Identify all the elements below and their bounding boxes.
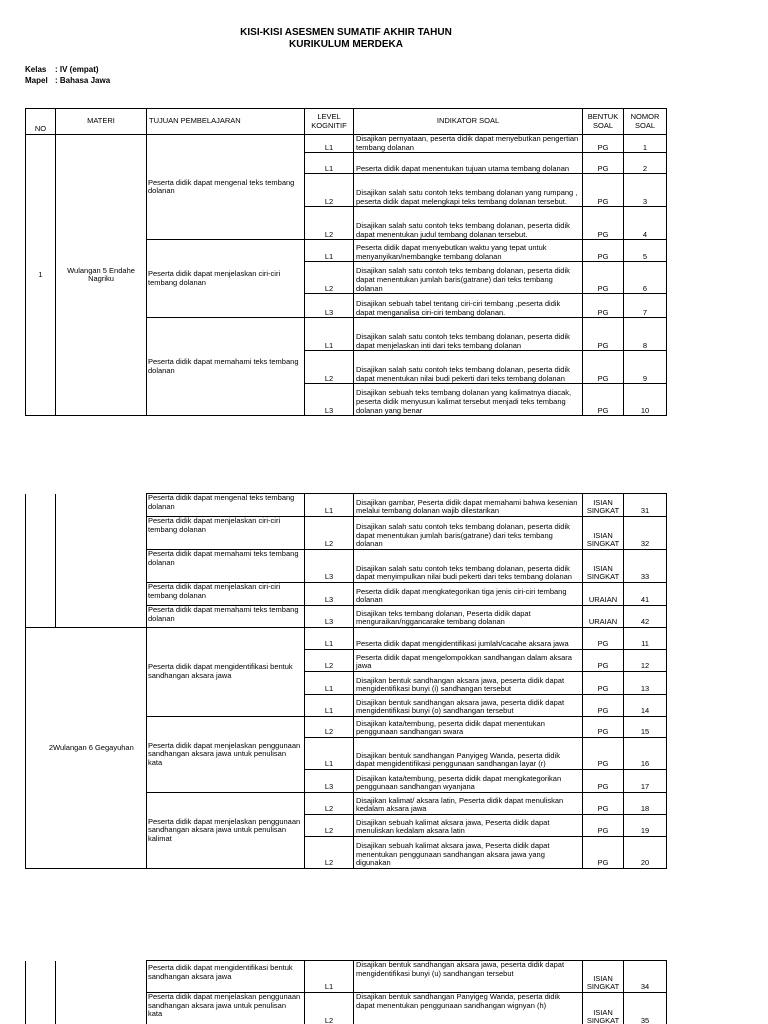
row-level: L1 <box>305 628 354 650</box>
row-level: L3 <box>305 384 354 416</box>
row-bentuk: PG <box>583 351 624 384</box>
row-indikator: Disajikan bentuk sandhangan aksara jawa, peserta didik dapat mengidentifikasi bunyi (u) sandhangan tersebut <box>354 961 583 993</box>
row-indikator: Disajikan bentuk sandhangan Panyigeg Wanda, peserta didik dapat mengidentifikasi penggunaan sandhangan layar (r) <box>354 738 583 770</box>
row-tujuan: Peserta didik dapat mengidentifikasi bentuk sandhangan aksara jawa <box>147 961 305 993</box>
row-no-continued <box>26 494 56 628</box>
row-no-materi <box>26 628 147 869</box>
row-nomor: 31 <box>624 494 667 517</box>
row-indikator: Disajikan bentuk sandhangan aksara jawa, peserta didik dapat mengidentifikasi bunyi (o) sandhangan tersebut <box>354 695 583 717</box>
table-row <box>26 494 667 517</box>
row-nomor: 6 <box>624 262 667 294</box>
row-bentuk: PG <box>583 672 624 695</box>
row-indikator: Disajikan sebuah tabel tentang ciri-ciri tembang ,peserta didik dapat menganalisa ciri-ciri tembang dolanan. <box>354 294 583 318</box>
row-tujuan: Peserta didik dapat memahami teks tembang dolanan <box>147 550 305 583</box>
row-level: L3 <box>305 770 354 793</box>
row-no: 2 <box>48 742 53 752</box>
col-tujuan: TUJUAN PEMBELAJARAN <box>147 109 305 135</box>
row-materi-continued <box>56 961 147 1024</box>
row-bentuk: PG <box>583 815 624 837</box>
row-bentuk: PG <box>583 650 624 672</box>
row-level: L2 <box>305 993 354 1024</box>
table-row <box>26 961 667 993</box>
header-row <box>26 109 667 135</box>
title-line-2: KURIKULUM MERDEKA <box>289 39 403 50</box>
row-bentuk: ISIAN SINGKAT <box>583 993 624 1024</box>
kelas-label: Kelas <box>25 65 47 74</box>
col-no: NO <box>26 109 56 135</box>
row-nomor: 19 <box>624 815 667 837</box>
row-nomor: 41 <box>624 583 667 606</box>
row-indikator: Disajikan kata/tembung, peserta didik dapat menentukan penggunaan sandhangan swara <box>354 717 583 738</box>
row-nomor: 16 <box>624 738 667 770</box>
row-indikator: Peserta didik dapat menyebutkan waktu yang tepat untuk menyanyikan/nembangke tembang dolanan <box>354 240 583 262</box>
row-indikator: Disajikan sebuah kalimat aksara jawa, Peserta didik dapat menentukan penggunaan sandhangan aksara jawa yang digunakan <box>354 837 583 869</box>
kisi-table-page-1 <box>25 108 667 416</box>
row-tujuan: Peserta didik dapat menjelaskan penggunaan sandhangan aksara jawa untuk penulisan kata <box>147 993 305 1024</box>
row-indikator: Disajikan salah satu contoh teks tembang dolanan, peserta didik dapat menyimpulkan nilai budi pekerti dari teks tembang dolanan <box>354 550 583 583</box>
row-level: L3 <box>305 606 354 628</box>
row-nomor: 33 <box>624 550 667 583</box>
row-indikator: Disajikan bentuk sandhangan aksara jawa, peserta didik dapat mengidentifikasi bunyi (i) sandhangan tersebut <box>354 672 583 695</box>
kisi-table-page-3 <box>25 960 667 1024</box>
row-level: L1 <box>305 672 354 695</box>
row-indikator: Disajikan kalimat/ aksara latin, Peserta didik dapat menuliskan kedalam aksara jawa <box>354 793 583 815</box>
table-row <box>26 135 667 153</box>
row-indikator: Disajikan pernyataan, peserta didik dapat menyebutkan pengertian tembang dolanan <box>354 135 583 153</box>
row-level: L3 <box>305 583 354 606</box>
row-nomor: 35 <box>624 993 667 1024</box>
row-materi: Wulangan 5 Endahe Nagriku <box>56 135 147 416</box>
row-tujuan: Peserta didik dapat menjelaskan ciri-ciri tembang dolanan <box>147 240 305 318</box>
row-level: L2 <box>305 174 354 207</box>
row-bentuk: PG <box>583 793 624 815</box>
row-bentuk: PG <box>583 738 624 770</box>
row-level: L1 <box>305 695 354 717</box>
row-indikator: Disajikan kata/tembung, peserta didik dapat mengkategorikan penggunaan sandhangan wyanjana <box>354 770 583 793</box>
document-title <box>0 27 692 51</box>
row-nomor: 9 <box>624 351 667 384</box>
row-indikator: Peserta didik dapat mengkategorikan tiga jenis ciri-ciri tembang dolanan <box>354 583 583 606</box>
row-bentuk: PG <box>583 318 624 351</box>
row-level: L3 <box>305 550 354 583</box>
row-tujuan: Peserta didik dapat mengenal teks tembang dolanan <box>147 135 305 240</box>
row-nomor: 13 <box>624 672 667 695</box>
row-tujuan: Peserta didik dapat memahami teks tembang dolanan <box>147 606 305 628</box>
row-nomor: 10 <box>624 384 667 416</box>
row-tujuan: Peserta didik dapat menjelaskan penggunaan sandhangan aksara jawa untuk penulisan kata <box>147 717 305 793</box>
row-bentuk: PG <box>583 262 624 294</box>
row-nomor: 18 <box>624 793 667 815</box>
row-indikator: Peserta didik dapat mengelompokkan sandhangan dalam aksara jawa <box>354 650 583 672</box>
row-level: L1 <box>305 240 354 262</box>
row-bentuk: PG <box>583 628 624 650</box>
row-level: L2 <box>305 837 354 869</box>
row-bentuk: PG <box>583 837 624 869</box>
row-level: L2 <box>305 815 354 837</box>
row-indikator: Peserta didik dapat mengidentifikasi jumlah/cacahe aksara jawa <box>354 628 583 650</box>
row-nomor: 34 <box>624 961 667 993</box>
row-level: L2 <box>305 717 354 738</box>
row-bentuk: PG <box>583 135 624 153</box>
row-bentuk: PG <box>583 153 624 174</box>
row-nomor: 7 <box>624 294 667 318</box>
table-row <box>26 628 667 650</box>
row-tujuan: Peserta didik dapat mengidentifikasi bentuk sandhangan aksara jawa <box>147 628 305 717</box>
row-tujuan: Peserta didik dapat menjelaskan ciri-ciri tembang dolanan <box>147 517 305 550</box>
row-bentuk: PG <box>583 294 624 318</box>
row-nomor: 12 <box>624 650 667 672</box>
row-bentuk: URAIAN <box>583 583 624 606</box>
row-nomor: 14 <box>624 695 667 717</box>
row-level: L2 <box>305 351 354 384</box>
row-indikator: Disajikan salah satu contoh teks tembang dolanan, peserta didik dapat menentukan judul tembang dolanan tersebut. <box>354 207 583 240</box>
row-materi-continued <box>56 494 147 628</box>
row-nomor: 5 <box>624 240 667 262</box>
row-bentuk: PG <box>583 384 624 416</box>
row-indikator: Disajikan gambar, Peserta didik dapat memahami bahwa kesenian melalui tembang dolanan wajib dilestarikan <box>354 494 583 517</box>
row-nomor: 2 <box>624 153 667 174</box>
row-bentuk: ISIAN SINGKAT <box>583 494 624 517</box>
row-nomor: 15 <box>624 717 667 738</box>
row-tujuan: Peserta didik dapat mengenal teks tembang dolanan <box>147 494 305 517</box>
row-bentuk: ISIAN SINGKAT <box>583 961 624 993</box>
row-bentuk: PG <box>583 770 624 793</box>
mapel-line <box>25 76 110 86</box>
row-level: L2 <box>305 207 354 240</box>
row-nomor: 3 <box>624 174 667 207</box>
row-nomor: 42 <box>624 606 667 628</box>
col-materi: MATERI <box>56 109 147 135</box>
row-indikator: Disajikan salah satu contoh teks tembang dolanan, peserta didik dapat menentukan jumlah baris(gatrane) dari teks tembang dolanan <box>354 262 583 294</box>
kelas-line <box>25 65 99 75</box>
row-no: 1 <box>26 135 56 416</box>
row-tujuan: Peserta didik dapat memahami teks tembang dolanan <box>147 318 305 416</box>
kisi-table-page-2 <box>25 493 667 869</box>
row-level: L1 <box>305 153 354 174</box>
row-nomor: 20 <box>624 837 667 869</box>
row-nomor: 1 <box>624 135 667 153</box>
row-level: L2 <box>305 650 354 672</box>
row-tujuan: Peserta didik dapat menjelaskan ciri-ciri tembang dolanan <box>147 583 305 606</box>
col-indikator: INDIKATOR SOAL <box>354 109 583 135</box>
row-bentuk: PG <box>583 717 624 738</box>
row-level: L2 <box>305 262 354 294</box>
kelas-value: : IV (empat) <box>55 65 99 74</box>
row-level: L1 <box>305 961 354 993</box>
row-level: L1 <box>305 318 354 351</box>
row-level: L1 <box>305 738 354 770</box>
row-indikator: Disajikan salah satu contoh teks tembang dolanan, peserta didik dapat menentukan jumlah baris(gatrane) dari teks tembang dolanan <box>354 517 583 550</box>
col-nomor: NOMOR SOAL <box>624 109 667 135</box>
row-indikator: Disajikan salah satu contoh teks tembang dolanan yang rumpang , peserta didik dapat melengkapi teks tembang dolanan tersebut. <box>354 174 583 207</box>
row-nomor: 11 <box>624 628 667 650</box>
row-level: L1 <box>305 135 354 153</box>
col-bentuk: BENTUK SOAL <box>583 109 624 135</box>
row-indikator: Disajikan sebuah kalimat aksara jawa, Peserta didik dapat menuliskan kedalam aksara latin <box>354 815 583 837</box>
row-indikator: Disajikan salah satu contoh teks tembang dolanan, peserta didik dapat menjelaskan inti dari teks tembang dolanan <box>354 318 583 351</box>
row-nomor: 32 <box>624 517 667 550</box>
row-level: L3 <box>305 294 354 318</box>
row-nomor: 17 <box>624 770 667 793</box>
row-indikator: Peserta didik dapat menentukan tujuan utama tembang dolanan <box>354 153 583 174</box>
row-indikator: Disajikan sebuah teks tembang dolanan yang kalimatnya diacak, peserta didik menyusun kalimat tersebut menjadi teks tembang dolanan yang benar <box>354 384 583 416</box>
title-line-1: KISI-KISI ASESMEN SUMATIF AKHIR TAHUN <box>240 27 452 38</box>
row-nomor: 4 <box>624 207 667 240</box>
col-level: LEVEL KOGNITIF <box>305 109 354 135</box>
row-level: L2 <box>305 793 354 815</box>
row-materi: Wulangan 6 Gegayuhan <box>53 742 134 752</box>
row-bentuk: ISIAN SINGKAT <box>583 517 624 550</box>
row-level: L2 <box>305 517 354 550</box>
row-tujuan: Peserta didik dapat menjelaskan penggunaan sandhangan aksara jawa untuk penulisan kalimat <box>147 793 305 869</box>
row-bentuk: PG <box>583 174 624 207</box>
row-indikator: Disajikan salah satu contoh teks tembang dolanan, peserta didik dapat menentukan nilai budi pekerti dari teks tembang dolanan <box>354 351 583 384</box>
row-bentuk: ISIAN SINGKAT <box>583 550 624 583</box>
row-bentuk: PG <box>583 207 624 240</box>
row-level: L1 <box>305 494 354 517</box>
row-indikator: Disajikan teks tembang dolanan, Peserta didik dapat menguraikan/nggancarake tembang dolanan <box>354 606 583 628</box>
row-nomor: 8 <box>624 318 667 351</box>
row-bentuk: URAIAN <box>583 606 624 628</box>
row-bentuk: PG <box>583 695 624 717</box>
mapel-label: Mapel <box>25 76 48 85</box>
mapel-value: : Bahasa Jawa <box>55 76 111 85</box>
row-no-continued <box>26 961 56 1024</box>
row-bentuk: PG <box>583 240 624 262</box>
row-indikator: Disajikan bentuk sandhangan Panyigeg Wanda, peserta didik dapat menentukan penggunaan sandhangan wignyan (h) <box>354 993 583 1024</box>
